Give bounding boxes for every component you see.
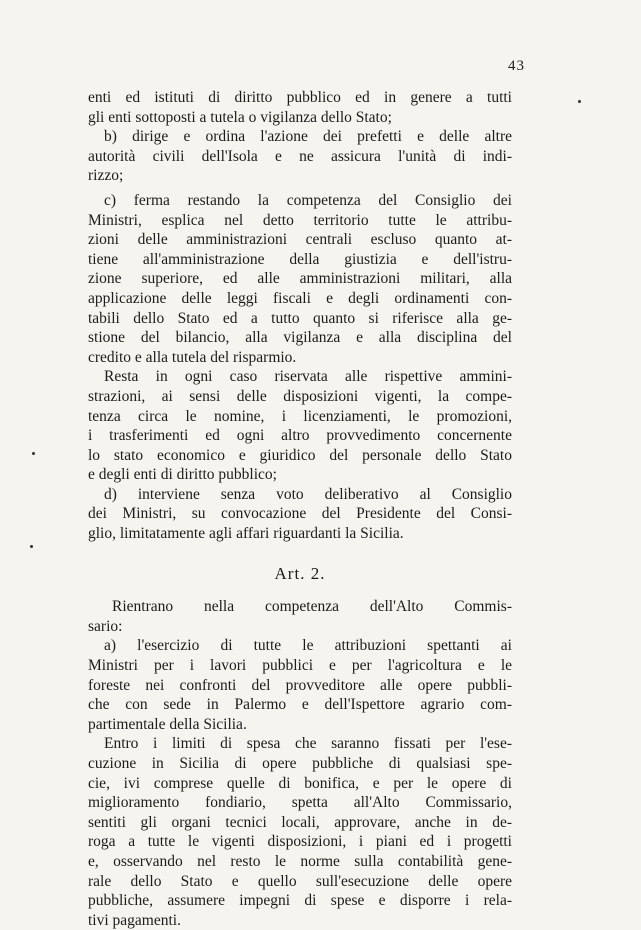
text-line: autorità civili dell'Isola e ne assicura l'unità di indi- [88,147,512,165]
article-heading: Art. 2. [274,563,326,583]
text-line: pubbliche, assumere impegni di spese e disporre i rela- [88,892,512,910]
body-text [88,88,512,930]
text-line: c) ferma restando la competenza del Consiglio dei [104,191,512,209]
text-line: d) interviene senza voto deliberativo al Consiglio [104,485,512,503]
text-line: zioni delle amministrazioni centrali escluso quanto at- [88,231,512,249]
text-line: Resta in ogni caso riservata alle rispettive ammini- [104,368,512,386]
text-line: cuzione in Sicilia di opere pubbliche di qualsiasi spe- [88,755,512,772]
text-line: dei Ministri, su convocazione del Presidente del Consi- [88,505,512,523]
scan-speck [30,545,33,548]
text-line: sentiti gli organi tecnici locali, approvare, anche in de- [88,813,512,831]
text-line: i trasferimenti ed ogni altro provvedimento concernente [88,427,512,445]
text-line: tenza circa le nomine, i licenziamenti, le promozioni, [88,407,512,425]
text-line: rizzo; [88,167,124,185]
text-line: e degli enti di diritto pubblico; [88,466,277,484]
text-line: enti ed istituti di diritto pubblico ed in genere a tutti [88,89,512,106]
text-line: sario: [88,617,123,635]
text-line: Ministri per i lavori pubblici e per l'agricoltura e le [88,657,512,675]
page-number: 43 [508,58,525,74]
scan-speck [578,100,581,103]
text-line: cie, ivi comprese quelle di bonifica, e per le opere di [88,774,512,792]
text-line: roga a tutte le vigenti disposizioni, i piani ed i progetti [88,833,512,851]
text-line: tiene all'amministrazione della giustizia e dell'istru- [88,250,512,268]
text-line: credito e alla tutela del risparmio. [88,348,297,366]
text-line: strazioni, ai sensi delle disposizioni vigenti, la compe- [88,387,512,405]
text-line: zione superiore, ed alle amministrazioni militari, alla [88,270,512,288]
text-line: lo stato economico e giuridico del personale dello Stato [88,446,512,464]
scan-speck [32,452,35,455]
text-line: Rientrano nella competenza dell'Alto Commis- [112,598,512,616]
text-line: miglioramento fondiario, spetta all'Alto Commissario, [88,794,512,812]
text-line: stione del bilancio, alla vigilanza e alla disciplina del [88,329,512,347]
text-line: foreste nei confronti del provveditore alle opere pubbli- [88,676,512,694]
text-line: a) l'esercizio di tutte le attribuzioni spettanti ai [104,637,512,655]
text-line: tabili dello Stato ed a tutto quanto si riferisce alla ge- [88,309,512,327]
text-line: tivi pagamenti. [88,911,181,929]
text-line: rale dello Stato e quello sull'esecuzione delle opere [88,872,512,890]
text-line: gli enti sottoposti a tutela o vigilanza dello Stato; [88,108,392,126]
text-line: b) dirige e ordina l'azione dei prefetti e delle altre [104,128,512,146]
text-line: Entro i limiti di spesa che saranno fissati per l'ese- [104,735,512,753]
text-line: partimentale della Sicilia. [88,715,247,733]
text-line: Ministri, esplica nel detto territorio tutte le attribu- [88,211,512,229]
text-line: e, osservando nel resto le norme sulla contabilità gene- [88,852,512,870]
text-line: applicazione delle leggi fiscali e degli ordinamenti con- [88,289,512,307]
text-line: che con sede in Palermo e dell'Ispettore agrario com- [88,696,512,714]
text-line: glio, limitatamente agli affari riguardanti la Sicilia. [88,525,404,543]
